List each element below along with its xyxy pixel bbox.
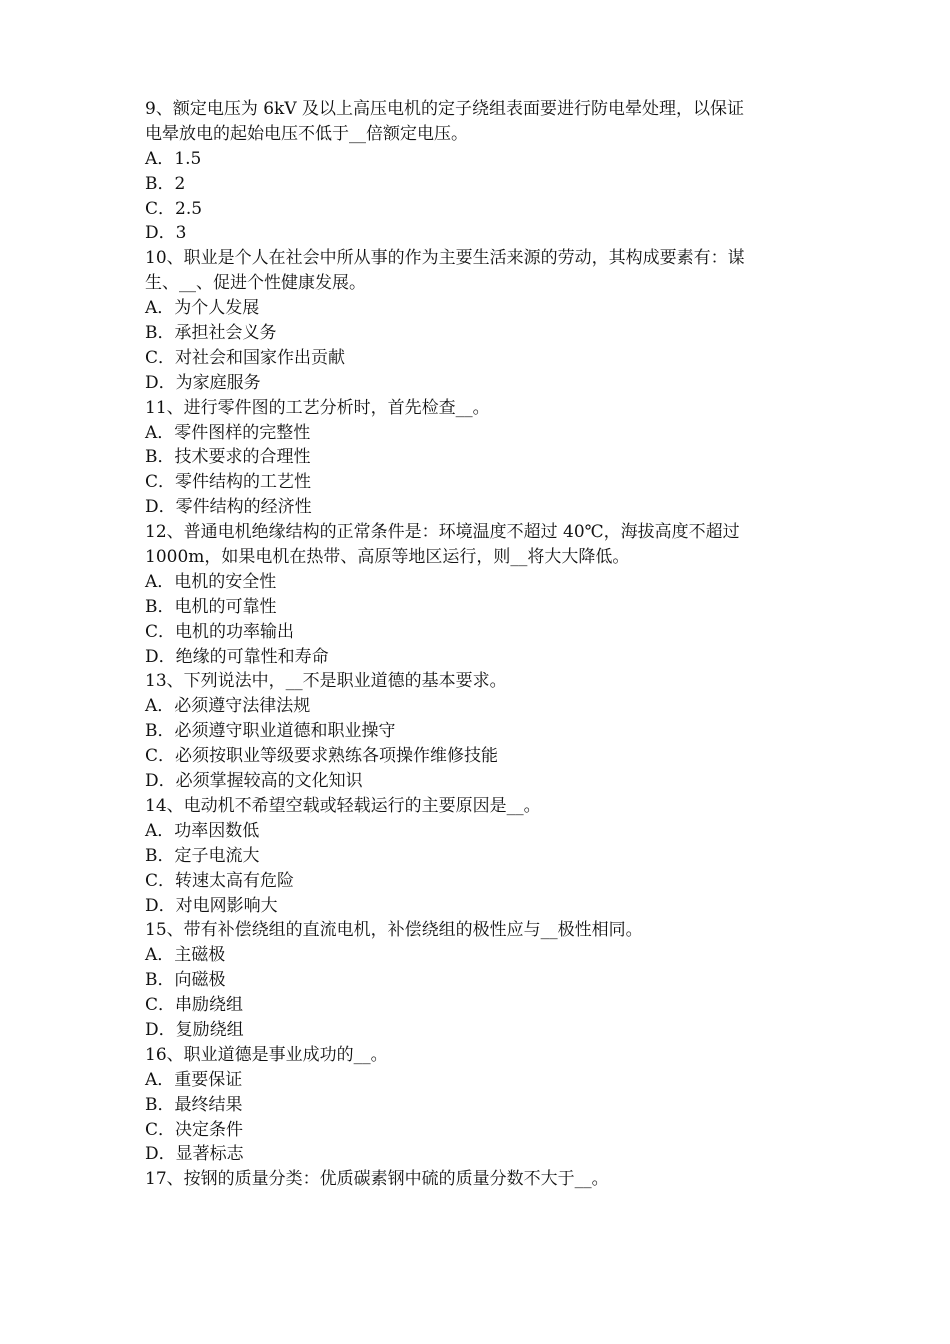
question-text: [145, 794, 810, 819]
question-16: [145, 1043, 810, 1167]
option-c: C．转速太高有危险: [145, 870, 295, 891]
option-b: B．2: [145, 173, 186, 194]
option-a: A．功率因数低: [145, 820, 260, 841]
question-line: 1000m，如果电机在热带、高原等地区运行，则__将大大降低。: [145, 547, 630, 568]
option-c: C．决定条件: [145, 1119, 244, 1140]
option-a: A．重要保证: [145, 1069, 243, 1090]
question-15: [145, 918, 810, 1042]
option-d: D．绝缘的可靠性和寿命: [145, 646, 329, 667]
option-a: A．1.5: [145, 148, 202, 169]
option-c: C．对社会和国家作出贡献: [145, 347, 346, 368]
option-d: D．显著标志: [145, 1144, 244, 1165]
option-b: B．最终结果: [145, 1094, 243, 1115]
question-17: [145, 1167, 810, 1192]
option-d: D．零件结构的经济性: [145, 497, 312, 518]
question-9: [145, 97, 810, 246]
question-line: 17、按钢的质量分类：优质碳素钢中硫的质量分数不大于__。: [145, 1169, 609, 1190]
question-line: 16、职业道德是事业成功的__。: [145, 1044, 388, 1065]
option-a: A．主磁极: [145, 945, 226, 966]
question-text: [145, 1043, 810, 1068]
option-d: D．为家庭服务: [145, 372, 261, 393]
question-line: 15、带有补偿绕组的直流电机，补偿绕组的极性应与__极性相同。: [145, 920, 643, 941]
option-b: B．必须遵守职业道德和职业操守: [145, 721, 396, 742]
option-d: D．3: [145, 223, 187, 244]
option-b: B．定子电流大: [145, 845, 260, 866]
question-text: [145, 520, 810, 570]
question-11: [145, 396, 810, 520]
question-14: [145, 794, 810, 918]
question-text: [145, 396, 810, 421]
option-c: C．必须按职业等级要求熟练各项操作维修技能: [145, 746, 499, 767]
question-text: [145, 918, 810, 943]
question-text: [145, 669, 810, 694]
option-c: C．2.5: [145, 198, 203, 219]
question-line: 电晕放电的起始电压不低于__倍额定电压。: [145, 123, 468, 144]
question-text: [145, 246, 810, 296]
option-d: D．必须掌握较高的文化知识: [145, 771, 363, 792]
option-c: C．串励绕组: [145, 995, 244, 1016]
question-line: 9、额定电压为 6kV 及以上高压电机的定子绕组表面要进行防电晕处理，以保证: [145, 99, 745, 119]
question-10: [145, 246, 810, 395]
question-13: [145, 669, 810, 793]
question-list: [145, 97, 810, 1192]
option-a: A．必须遵守法律法规: [145, 696, 311, 717]
question-line: 10、职业是个人在社会中所从事的作为主要生活来源的劳动，其构成要素有：谋: [145, 248, 745, 269]
option-d: D．复励绕组: [145, 1019, 244, 1040]
question-line: 生、__、促进个性健康发展。: [145, 273, 366, 294]
question-line: 14、电动机不希望空载或轻载运行的主要原因是__。: [145, 795, 541, 816]
option-a: A．为个人发展: [145, 298, 260, 319]
question-line: 13、下列说法中，__不是职业道德的基本要求。: [145, 671, 507, 692]
question-text: [145, 97, 810, 147]
option-b: B．电机的可靠性: [145, 596, 277, 617]
option-c: C．电机的功率输出: [145, 621, 295, 642]
option-c: C．零件结构的工艺性: [145, 472, 312, 493]
question-line: 12、普通电机绝缘结构的正常条件是：环境温度不超过 40℃，海拔高度不超过: [145, 522, 740, 543]
question-line: 11、进行零件图的工艺分析时，首先检查__。: [145, 397, 490, 418]
option-b: B．向磁极: [145, 970, 226, 991]
question-text: [145, 1167, 810, 1192]
option-b: B．技术要求的合理性: [145, 447, 311, 468]
question-12: [145, 520, 810, 669]
option-a: A．电机的安全性: [145, 571, 277, 592]
option-b: B．承担社会义务: [145, 323, 277, 344]
option-a: A．零件图样的完整性: [145, 422, 311, 443]
option-d: D．对电网影响大: [145, 895, 278, 916]
